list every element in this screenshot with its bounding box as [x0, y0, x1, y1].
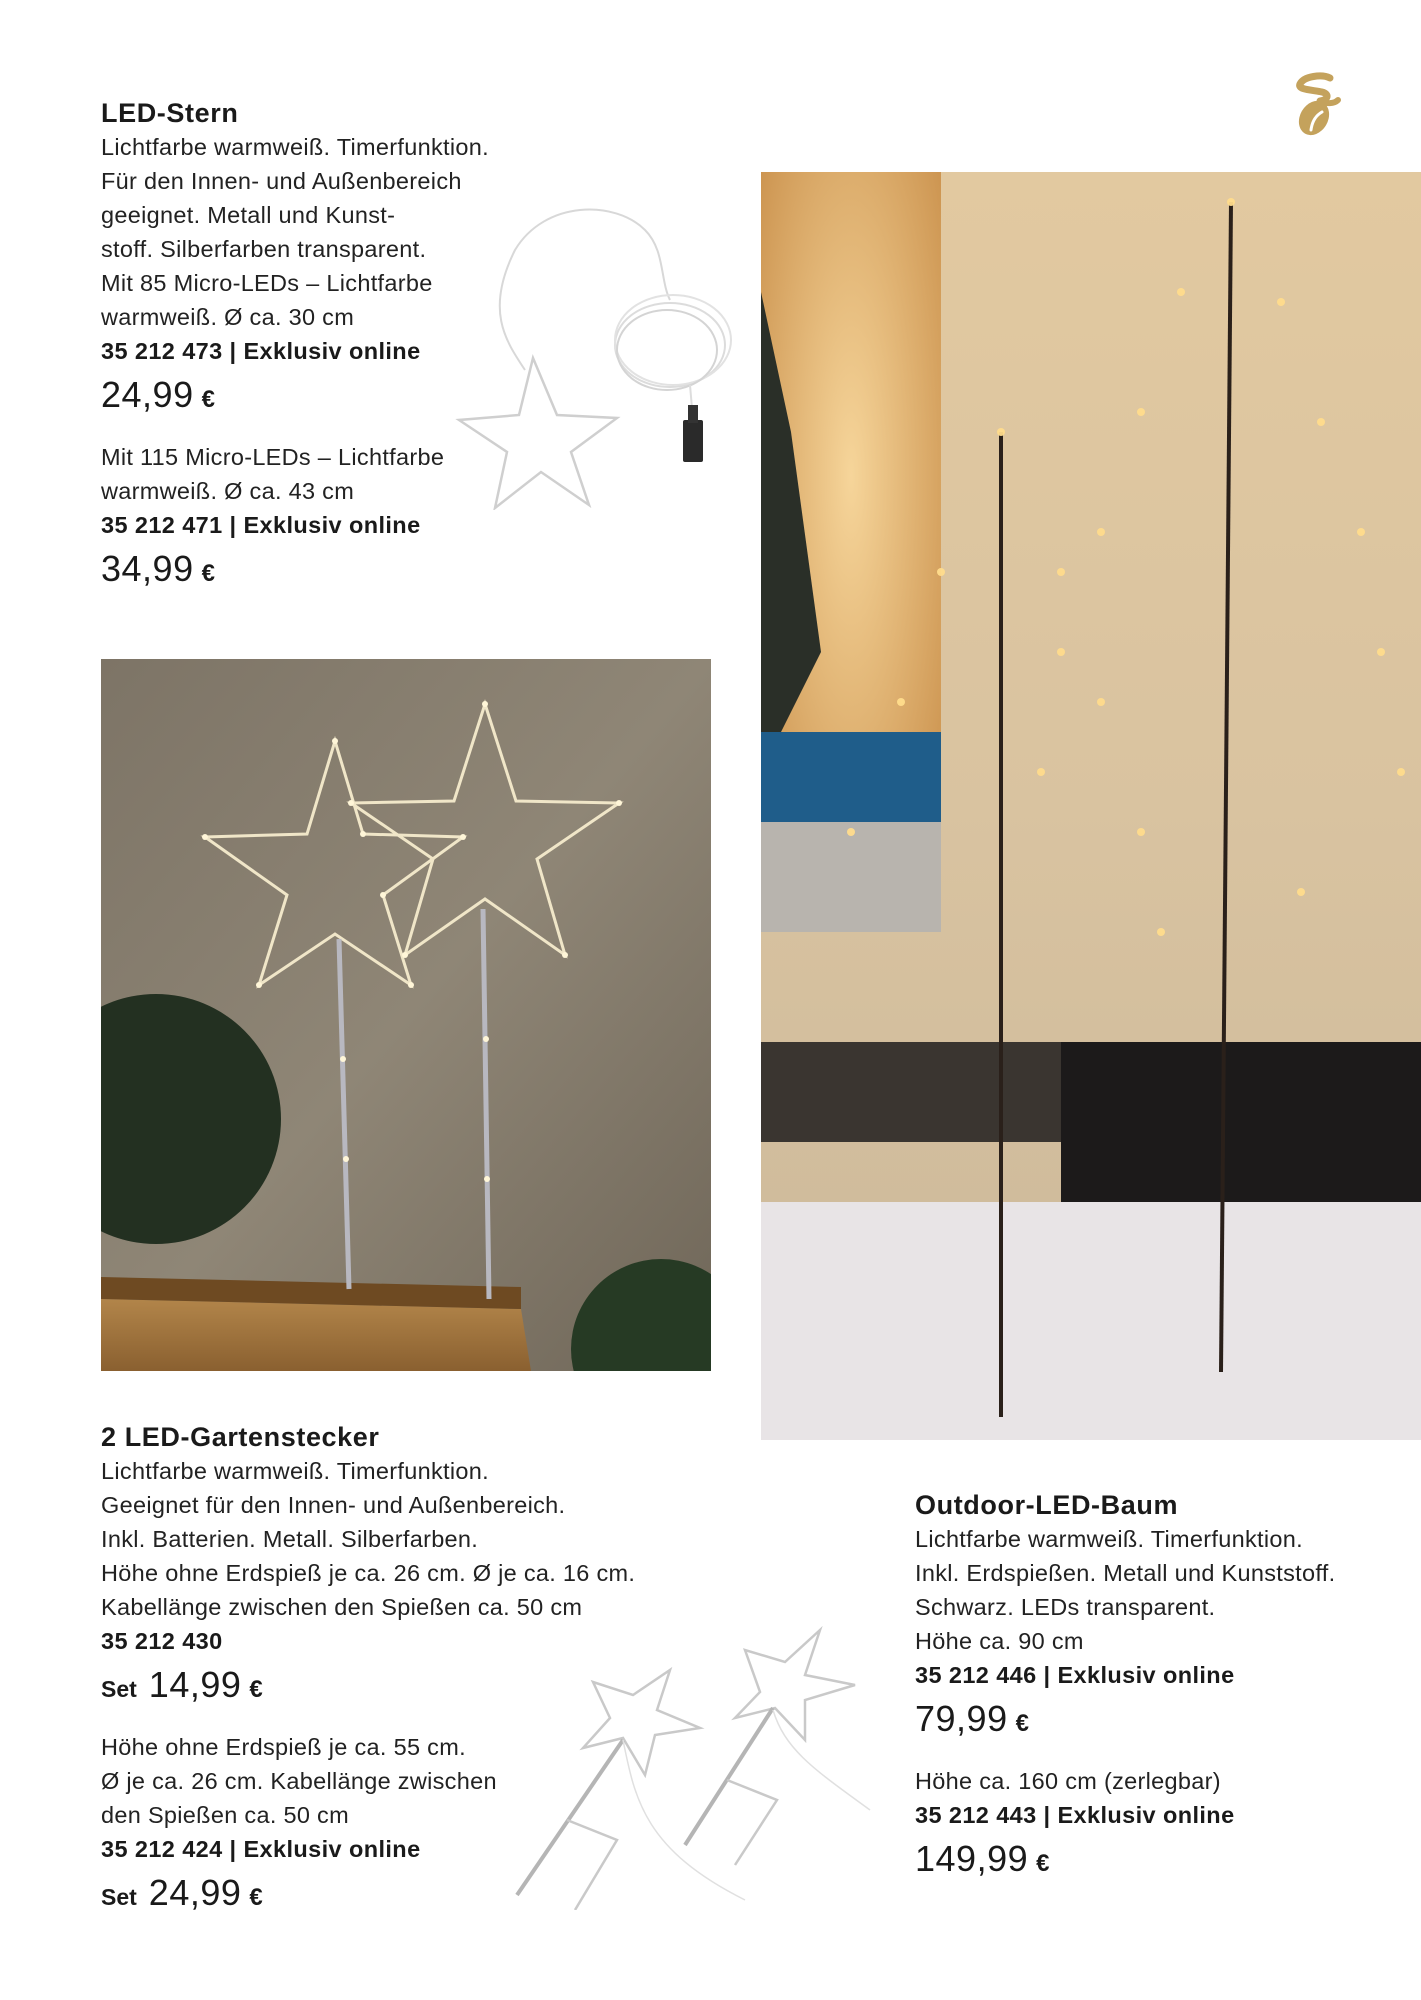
description-line: Für den Innen- und Außenbereich: [101, 168, 462, 194]
article-number: 35 212 424 | Exklusiv online: [101, 1836, 421, 1862]
product-title: LED-Stern: [101, 98, 239, 128]
price-value: 149,99: [915, 1838, 1029, 1879]
tchibo-logo-icon: [1282, 70, 1352, 140]
article-number: 35 212 443 | Exklusiv online: [915, 1802, 1235, 1828]
trees-photo: [761, 172, 1421, 1440]
price-value: 24,99: [101, 374, 194, 415]
price: [101, 548, 541, 590]
currency: €: [201, 560, 215, 587]
article-number: 35 212 473 | Exklusiv online: [101, 338, 421, 364]
description-line: stoff. Silberfarben transparent.: [101, 236, 427, 262]
price-value: 34,99: [101, 548, 194, 589]
description-line: Schwarz. LEDs transparent.: [915, 1594, 1216, 1620]
stars-photo: [101, 659, 711, 1371]
currency: €: [249, 1884, 263, 1911]
currency: €: [1036, 1850, 1050, 1877]
description-line: geeignet. Metall und Kunst-: [101, 202, 396, 228]
set-label: Set: [101, 1884, 137, 1910]
star-cutout-image: [445, 190, 745, 510]
description-line: Inkl. Erdspießen. Metall und Kunststoff.: [915, 1560, 1336, 1586]
description-line: Höhe ca. 90 cm: [915, 1628, 1084, 1654]
article-number: 35 212 430: [101, 1628, 223, 1654]
variant-description: den Spießen ca. 50 cm: [101, 1802, 349, 1828]
product-title: 2 LED-Gartenstecker: [101, 1422, 380, 1452]
currency: €: [1015, 1710, 1029, 1737]
price-value: 79,99: [915, 1698, 1008, 1739]
article-number: 35 212 471 | Exklusiv online: [101, 512, 421, 538]
variant-description: Ø je ca. 26 cm. Kabellänge zwischen: [101, 1768, 497, 1794]
price-value: 14,99: [148, 1664, 242, 1705]
description-line: Kabellänge zwischen den Spießen ca. 50 cm: [101, 1594, 583, 1620]
description-line: Lichtfarbe warmweiß. Timerfunktion.: [915, 1526, 1303, 1552]
description-line: Lichtfarbe warmweiß. Timerfunktion.: [101, 134, 489, 160]
variant-description: Mit 85 Micro-LEDs – Lichtfarbe: [101, 270, 433, 296]
variant-description: Mit 115 Micro-LEDs – Lichtfarbe: [101, 444, 445, 470]
product-led-baum: [915, 1488, 1395, 1880]
price: [915, 1838, 1395, 1880]
description-line: Inkl. Batterien. Metall. Silberfarben.: [101, 1526, 479, 1552]
currency: €: [249, 1676, 263, 1703]
variant-description: warmweiß. Ø ca. 43 cm: [101, 478, 355, 504]
currency: €: [201, 386, 215, 413]
description-line: Geeignet für den Innen- und Außenbereich.: [101, 1492, 566, 1518]
stakes-cutout-image: [505, 1610, 885, 1910]
article-number: 35 212 446 | Exklusiv online: [915, 1662, 1235, 1688]
product-title: Outdoor-LED-Baum: [915, 1490, 1179, 1520]
variant-description: Höhe ohne Erdspieß je ca. 55 cm.: [101, 1734, 466, 1760]
price-value: 24,99: [148, 1872, 242, 1913]
price: [915, 1698, 1395, 1740]
variant-description: Höhe ca. 160 cm (zerlegbar): [915, 1768, 1221, 1794]
variant-description: warmweiß. Ø ca. 30 cm: [101, 304, 355, 330]
description-line: Höhe ohne Erdspieß je ca. 26 cm. Ø je ca. 16 cm.: [101, 1560, 636, 1586]
description-line: Lichtfarbe warmweiß. Timerfunktion.: [101, 1458, 489, 1484]
set-label: Set: [101, 1676, 137, 1702]
